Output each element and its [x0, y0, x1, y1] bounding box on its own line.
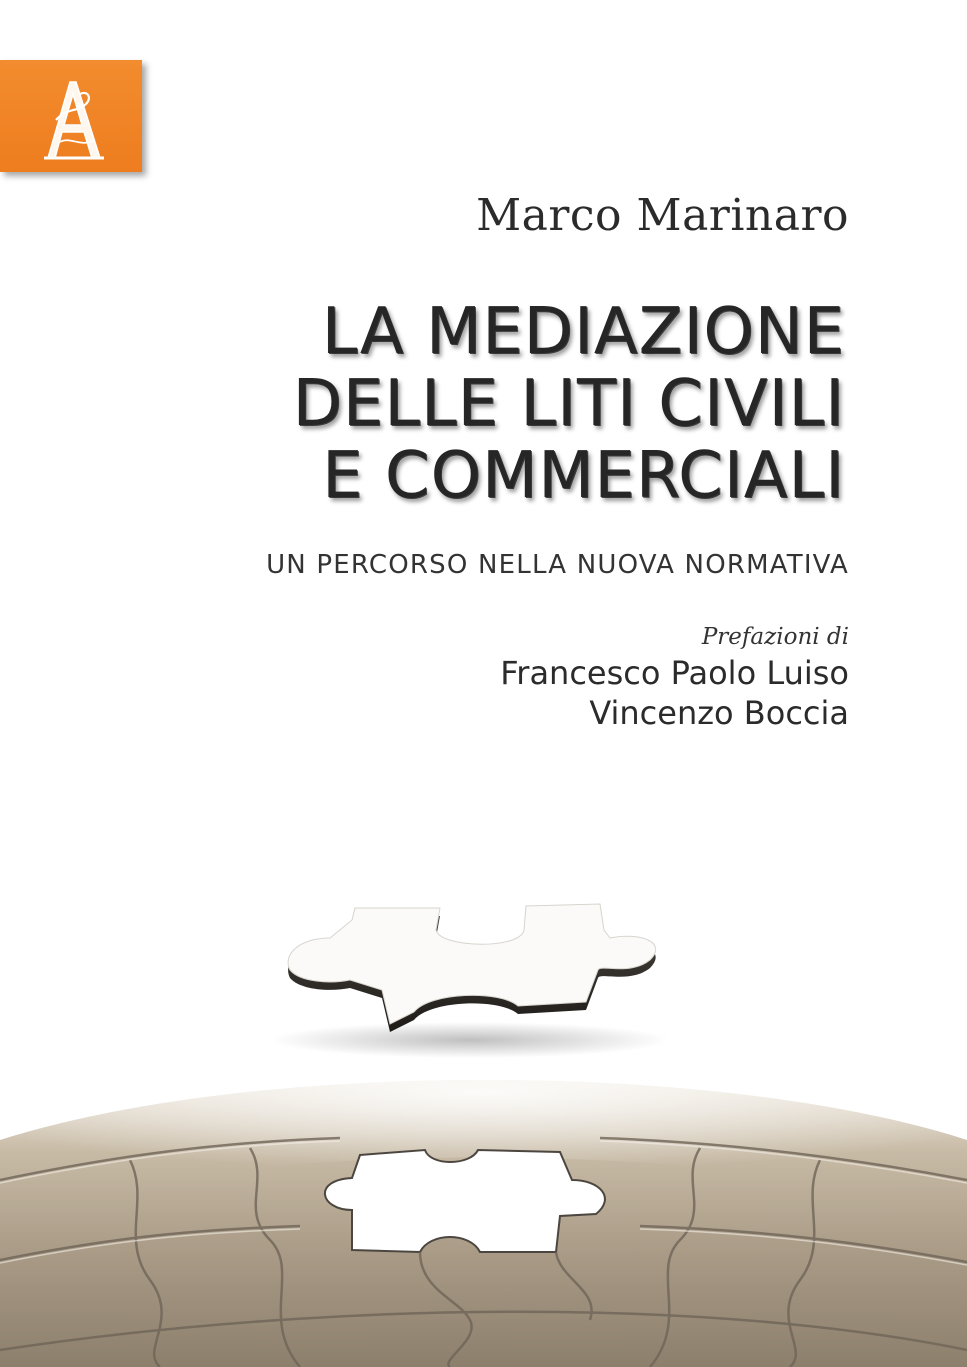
publisher-logo — [0, 60, 142, 172]
book-subtitle: UN PERCORSO NELLA NUOVA NORMATIVA — [266, 550, 849, 580]
title-line-3: E COMMERCIALI — [322, 439, 845, 513]
piece-shadow — [270, 1022, 670, 1058]
puzzle-illustration — [0, 880, 967, 1367]
publisher-logo-icon — [0, 60, 142, 172]
title-line-1: LA MEDIAZIONE — [321, 295, 845, 369]
floating-puzzle-piece — [288, 904, 656, 1032]
author-name: Marco Marinaro — [476, 190, 849, 241]
preface-author-2: Vincenzo Boccia — [589, 694, 849, 732]
puzzle-floor — [0, 1080, 967, 1367]
preface-author-1: Francesco Paolo Luiso — [500, 654, 849, 692]
title-line-2: DELLE LITI CIVILI — [292, 367, 845, 441]
book-title — [293, 296, 845, 512]
prefaces-label: Prefazioni di — [701, 624, 849, 650]
